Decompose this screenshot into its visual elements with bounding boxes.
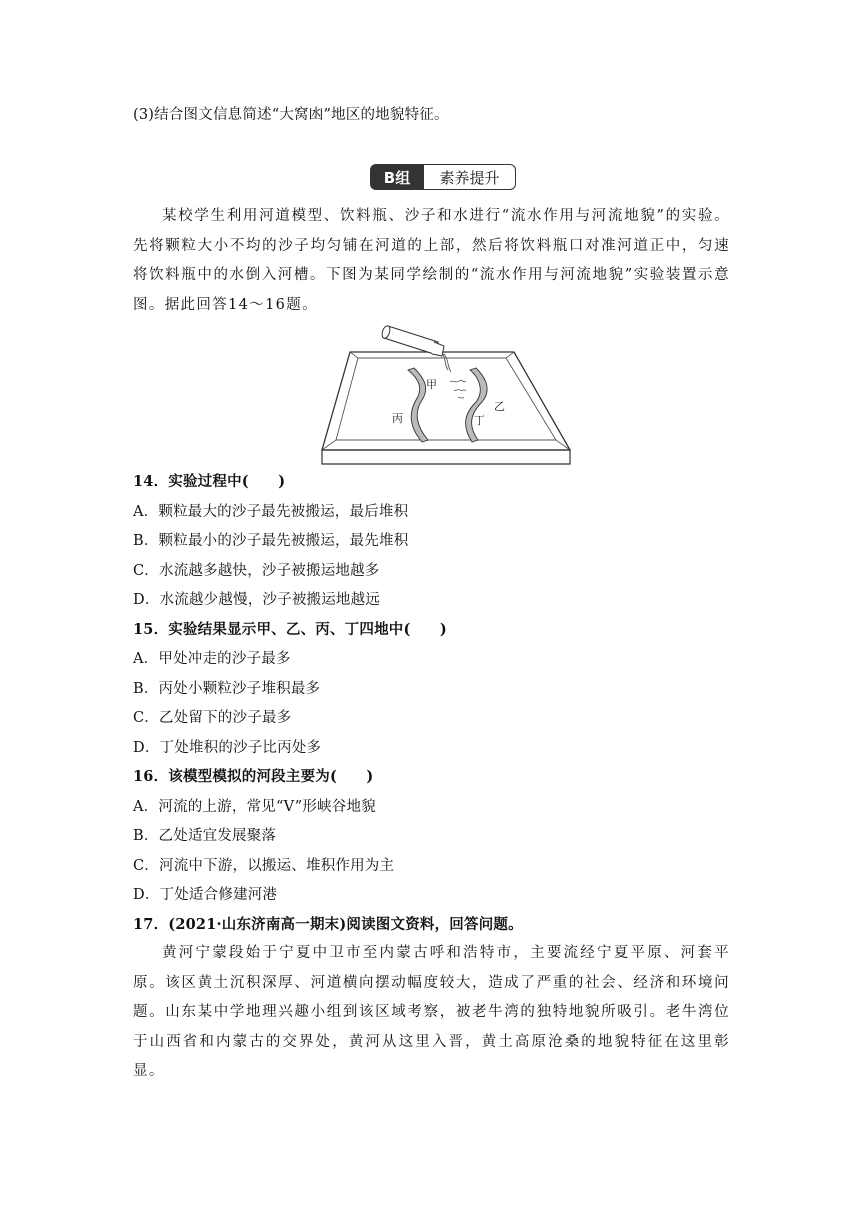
q16-option-c: C．河流中下游，以搬运、堆积作用为主 <box>133 858 395 874</box>
q17-paragraph: 黄河宁蒙段始于宁夏中卫市至内蒙古呼和浩特市，主要流经宁夏平原、河套平原。该区黄土沉积深厚、河道横向摆动幅度较大，造成了严重的社会、经济和环境问题。山东某中学地理兴趣小组到该区域考察，被老牛湾的独特地貌所吸引。老牛湾位于山西省和内蒙古的交界处，黄河从这里入晋，黄土高原沧桑的地貌特征在这里彰显。 <box>133 945 730 1079</box>
q15-option-d: D．丁处堆积的沙子比丙处多 <box>133 740 322 756</box>
intro-paragraph: 某校学生利用河道模型、饮料瓶、沙子和水进行“流水作用与河流地貌”的实验。先将颗粒大小不均的沙子均匀铺在河道的上部，然后将饮料瓶口对准河道正中，匀速将饮料瓶中的水倒入河槽。下图为某同学绘制的“流水作用与河流地貌”实验装置示意图。据此回答14～16题。 <box>133 208 730 313</box>
q14-option-b: B．颗粒最小的沙子最先被搬运，最先堆积 <box>133 533 409 549</box>
section-title: 素养提升 <box>424 164 516 190</box>
question-3: (3)结合图文信息简述“大窝凼”地区的地貌特征。 <box>133 107 449 123</box>
q14-option-a: A．颗粒最大的沙子最先被搬运，最后堆积 <box>133 504 409 520</box>
label-bing: 丙 <box>392 412 403 425</box>
q15-option-b: B．丙处小颗粒沙子堆积最多 <box>133 681 321 697</box>
label-ding: 丁 <box>474 414 485 427</box>
section-tag: B组 <box>370 164 424 190</box>
bottle-icon <box>381 325 451 372</box>
q15-option-c: C．乙处留下的沙子最多 <box>133 710 292 726</box>
q16-option-b: B．乙处适宜发展聚落 <box>133 828 277 844</box>
left-riverbank <box>408 368 428 442</box>
q17-stem: 17．(2021·山东济南高一期末)阅读图文资料，回答问题。 <box>133 916 523 933</box>
q14-option-c: C．水流越多越快，沙子被搬运地越多 <box>133 563 380 579</box>
label-jia: 甲 <box>426 378 437 391</box>
q14-stem: 14．实验过程中( ) <box>133 473 286 490</box>
right-riverbank <box>466 368 488 442</box>
q16-option-d: D．丁处适合修建河港 <box>133 887 278 903</box>
experiment-diagram <box>318 316 574 468</box>
q16-stem: 16．该模型模拟的河段主要为( ) <box>133 768 374 785</box>
section-badge <box>370 164 516 190</box>
q15-option-a: A．甲处冲走的沙子最多 <box>133 651 291 667</box>
q16-option-a: A．河流的上游，常见“V”形峡谷地貌 <box>133 799 376 815</box>
label-yi: 乙 <box>494 400 505 413</box>
q14-option-d: D．水流越少越慢，沙子被搬运地越远 <box>133 592 381 608</box>
q15-stem: 15．实验结果显示甲、乙、丙、丁四地中( ) <box>133 621 447 638</box>
